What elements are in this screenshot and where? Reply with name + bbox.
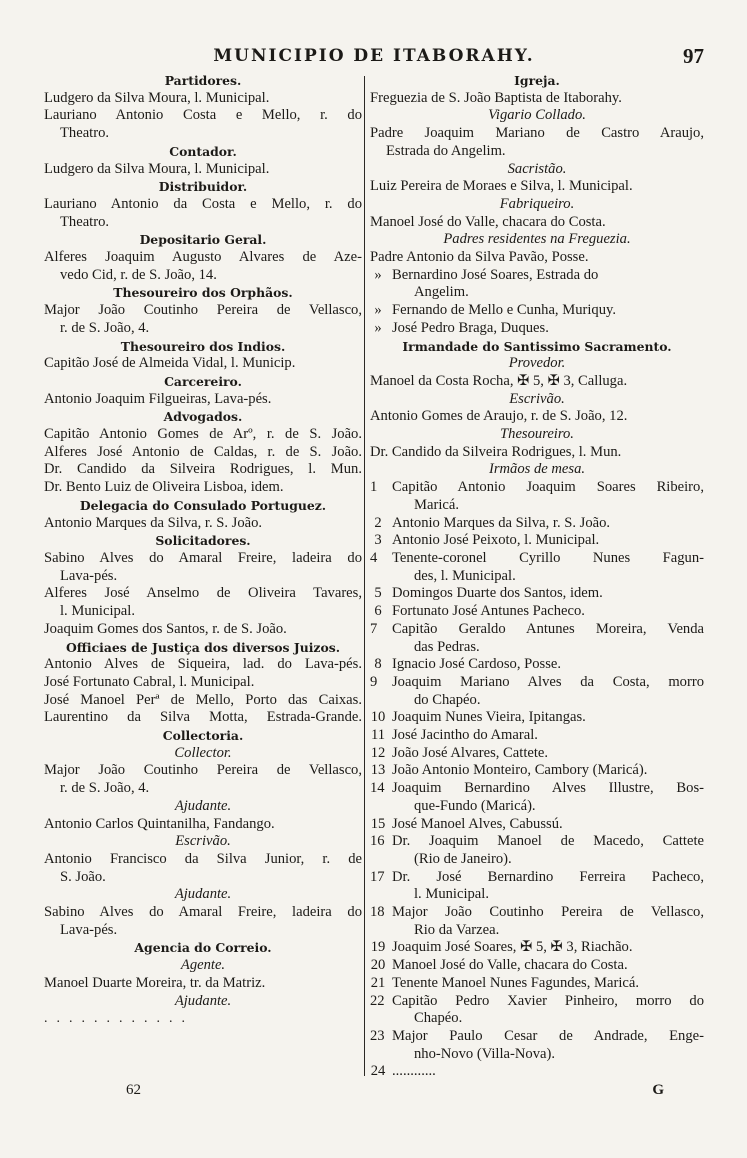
member-item [370, 939, 704, 957]
section-heading: Distribuidor. [158, 179, 248, 195]
running-title: MUNICIPIO DE ITABORAHY. [213, 46, 535, 66]
entry-line: Antonio Gomes de Araujo, r. de S. João, 12. [370, 408, 628, 425]
entry-line: Capitão Antonio Gomes de Arº, r. de S. João. [44, 426, 362, 443]
section-heading: Thesoureiro dos Orphãos. [113, 285, 293, 301]
role-title: Irmãos de mesa. [488, 461, 586, 478]
entry-line: Antonio Joaquim Filgueiras, Lava-pés. [44, 390, 272, 407]
member-item [370, 762, 704, 780]
member-number: 11 [370, 727, 386, 744]
member-continuation: nho-Novo (Villa-Nova). [414, 1045, 555, 1062]
entry-line: Ludgero da Silva Moura, l. Municipal. [44, 160, 270, 177]
member-text: José Jacintho do Amaral. [392, 727, 538, 744]
member-continuation: (Rio de Janeiro). [414, 850, 512, 867]
entry-line: S. João. [60, 868, 106, 885]
member-number: 1 [370, 479, 378, 496]
member-item [370, 550, 704, 568]
ditto-mark: » [374, 319, 382, 336]
role-title: Collector. [174, 744, 232, 761]
ditto-mark: » [374, 302, 382, 319]
section-heading: Delegacia do Consulado Portuguez. [79, 497, 327, 513]
ditto-entry [370, 302, 704, 320]
ditto-entry [370, 320, 704, 338]
entry-line: Major João Coutinho Pereira de Vellasco, [44, 302, 362, 319]
section-heading: Depositario Geral. [139, 232, 267, 248]
entry-text: José Pedro Braga, Duques. [392, 319, 549, 336]
member-number: 16 [370, 833, 385, 850]
member-item [370, 869, 704, 887]
entry-line: Manoel José do Valle, chacara do Costa. [370, 213, 606, 230]
role-title: Agente. [180, 957, 226, 974]
member-item [370, 816, 704, 834]
entry-line: Lava-pés. [60, 921, 118, 938]
section-heading: Agencia do Correio. [134, 940, 272, 956]
column-rule [364, 76, 365, 1076]
member-number: 18 [370, 904, 385, 921]
section-heading: Contador. [169, 143, 237, 159]
member-text: Tenente-coronel Cyrillo Nunes Fagun- [392, 549, 704, 566]
member-number: 19 [370, 939, 386, 956]
gathering-mark: G [652, 1082, 664, 1098]
member-number: 6 [374, 603, 382, 620]
entry-line: vedo Cid, r. de S. João, 14. [60, 266, 217, 283]
left-column [44, 72, 362, 1028]
section-heading: Officiaes de Justiça dos diversos Juizos. [65, 639, 341, 655]
member-item [370, 603, 704, 621]
member-number: 14 [370, 780, 385, 797]
member-text: Domingos Duarte dos Santos, idem. [392, 585, 603, 602]
member-text: José Manoel Alves, Cabussú. [392, 815, 563, 832]
section-heading: Advogados. [163, 409, 243, 425]
signature-mark: 62 [126, 1082, 141, 1098]
entry-line: Sabino Alves do Amaral Freire, ladeira do [44, 549, 362, 566]
member-text: Fortunato José Antunes Pacheco. [392, 603, 585, 620]
member-text: Ignacio José Cardoso, Posse. [392, 656, 562, 673]
member-text: Capitão Antonio Joaquim Soares Ribeiro, [392, 479, 704, 496]
member-continuation: l. Municipal. [414, 886, 489, 903]
entry-line: Dr. Candido da Silveira Rodrigues, l. Mun. [44, 461, 362, 478]
member-number: 4 [370, 549, 378, 566]
member-number: 24 [370, 1063, 386, 1080]
entry-line: Theatro. [60, 125, 110, 142]
section-heading: Thesoureiro dos Indios. [120, 338, 286, 354]
entry-line: Freguezia de S. João Baptista de Itaborahy. [370, 89, 622, 106]
entry-line: Angelim. [414, 284, 469, 301]
role-title: Sacristão. [507, 160, 567, 177]
member-number: 5 [374, 585, 382, 602]
member-number: 13 [370, 762, 386, 779]
entry-line: Theatro. [60, 213, 110, 230]
entry-line: r. de S. João, 4. [60, 780, 150, 797]
member-continuation: Rio da Varzea. [414, 921, 500, 938]
entry-line: Dr. Candido da Silveira Rodrigues, l. Mun. [370, 443, 622, 460]
member-number: 2 [374, 514, 382, 531]
role-title: Thesoureiro. [500, 426, 574, 443]
member-number: 3 [374, 532, 382, 549]
member-item [370, 585, 704, 603]
member-number: 22 [370, 992, 385, 1009]
entry-line: Sabino Alves do Amaral Freire, ladeira do [44, 904, 362, 921]
entry-line: Alferes José Antonio de Caldas, r. de S. João. [44, 443, 362, 460]
entry-line: Alferes José Anselmo de Oliveira Tavares, [44, 585, 362, 602]
entry-line: Manoel da Costa Rocha, ✠ 5, ✠ 3, Calluga. [370, 372, 628, 389]
two-column-body [44, 72, 704, 1082]
member-continuation: do Chapéo. [414, 691, 481, 708]
entry-line: Ludgero da Silva Moura, l. Municipal. [44, 89, 270, 106]
member-continuation: das Pedras. [414, 638, 480, 655]
member-number: 21 [370, 974, 386, 991]
member-item [370, 674, 704, 692]
member-text: Joaquim Nunes Vieira, Ipitangas. [392, 709, 586, 726]
member-number: 7 [370, 620, 378, 637]
member-text: Dr. Joaquim Manoel de Macedo, Cattete [392, 833, 704, 850]
page-number: 97 [683, 44, 704, 68]
member-item [370, 957, 704, 975]
member-number: 15 [370, 815, 386, 832]
entry-text: Fernando de Mello e Cunha, Muriquy. [392, 302, 617, 319]
entry-line: Capitão José de Almeida Vidal, l. Municip. [44, 355, 296, 372]
member-text: Capitão Pedro Xavier Pinheiro, morro do [392, 992, 704, 1009]
member-continuation: Maricá. [414, 496, 459, 513]
role-title: Ajudante. [174, 886, 232, 903]
role-title: Fabriqueiro. [499, 195, 575, 212]
section-heading: Solicitadores. [155, 533, 251, 549]
entry-line: Laurentino da Silva Motta, Estrada-Grande. [44, 709, 362, 726]
role-title: Ajudante. [174, 797, 232, 814]
member-text: Antonio Marques da Silva, r. S. João. [392, 514, 611, 531]
ditto-entry [370, 267, 704, 285]
member-continuation: que-Fundo (Maricá). [414, 797, 536, 814]
member-number: 10 [370, 709, 386, 726]
page-header [44, 38, 704, 72]
member-item [370, 532, 704, 550]
section-heading: Igreja. [514, 73, 560, 88]
member-item [370, 727, 704, 745]
ditto-mark: » [374, 266, 382, 283]
member-text: Antonio José Peixoto, l. Municipal. [392, 532, 600, 549]
member-text: Dr. José Bernardino Ferreira Pacheco, [392, 868, 704, 885]
entry-line: Estrada do Angelim. [386, 142, 506, 159]
member-item [370, 1028, 704, 1046]
member-number: 8 [374, 656, 382, 673]
entry-line: Joaquim Gomes dos Santos, r. de S. João. [44, 620, 287, 637]
entry-line: Antonio Francisco da Silva Junior, r. de [44, 850, 362, 867]
section-heading: Partidores. [164, 73, 242, 88]
entry-line: José Fortunato Cabral, l. Municipal. [44, 673, 255, 690]
member-item [370, 975, 704, 993]
entry-line: Manoel Duarte Moreira, tr. da Matriz. [44, 974, 266, 991]
member-text: Tenente Manoel Nunes Fagundes, Maricá. [392, 974, 639, 991]
entry-line: José Manoel Perª de Mello, Porto das Caixas. [44, 691, 362, 708]
entry-line: Padre Antonio da Silva Pavão, Posse. [370, 249, 589, 266]
entry-line: Lauriano Antonio Costa e Mello, r. do [44, 107, 362, 124]
right-column [370, 72, 704, 1081]
entry-line: Alferes Joaquim Augusto Alvares de Aze- [44, 249, 362, 266]
member-text: Joaquim Mariano Alves da Costa, morro [392, 673, 704, 690]
member-item [370, 993, 704, 1011]
member-text: Manoel José do Valle, chacara do Costa. [392, 957, 628, 974]
entry-line: Luiz Pereira de Moraes e Silva, l. Municipal. [370, 178, 633, 195]
member-item [370, 656, 704, 674]
member-text: Major Paulo Cesar de Andrade, Enge- [392, 1027, 704, 1044]
member-item [370, 479, 704, 497]
member-text: Joaquim Bernardino Alves Illustre, Bos- [392, 780, 704, 797]
continuation-dots: ............ [44, 1011, 194, 1027]
member-continuation: Chapéo. [414, 1010, 463, 1027]
entry-line: Antonio Alves de Siqueira, lad. do Lava-pés. [44, 656, 362, 673]
member-text: Capitão Geraldo Antunes Moreira, Venda [392, 620, 704, 637]
entry-line: Padre Joaquim Mariano de Castro Araujo, [370, 125, 704, 142]
member-number: 9 [370, 673, 378, 690]
section-heading: Collectoria. [162, 728, 244, 744]
role-title: Ajudante. [174, 992, 232, 1009]
member-number: 17 [370, 868, 385, 885]
entry-text: Bernardino José Soares, Estrada do [392, 266, 599, 283]
entry-line: Dr. Bento Luiz de Oliveira Lisboa, idem. [44, 479, 284, 496]
section-heading: Carcereiro. [164, 373, 242, 389]
member-text: Joaquim José Soares, ✠ 5, ✠ 3, Riachão. [392, 939, 633, 956]
member-item [370, 904, 704, 922]
role-title: Escrivão. [175, 833, 231, 850]
member-number: 12 [370, 744, 386, 761]
role-title: Provedor. [508, 355, 566, 372]
section-heading: Irmandade do Santissimo Sacramento. [402, 338, 672, 354]
member-item [370, 1063, 704, 1081]
member-item [370, 833, 704, 851]
entry-line: Antonio Marques da Silva, r. S. João. [44, 514, 263, 531]
role-title: Padres residentes na Freguezia. [443, 231, 631, 248]
member-item [370, 709, 704, 727]
entry-line: r. de S. João, 4. [60, 319, 150, 336]
entry-line: Antonio Carlos Quintanilha, Fandango. [44, 815, 275, 832]
member-number: 23 [370, 1027, 385, 1044]
entry-line: Lava-pés. [60, 567, 118, 584]
entry-line: Lauriano Antonio da Costa e Mello, r. do [44, 195, 362, 212]
role-title: Escrivão. [509, 390, 565, 407]
member-continuation: des, l. Municipal. [414, 567, 516, 584]
member-text: Major João Coutinho Pereira de Vellasco, [392, 904, 704, 921]
role-title: Vigario Collado. [488, 107, 586, 124]
page [44, 38, 704, 1138]
member-item [370, 515, 704, 533]
members-list [370, 479, 704, 1081]
page-footer [44, 1082, 704, 1112]
member-item [370, 745, 704, 763]
entry-line: l. Municipal. [60, 603, 135, 620]
member-item [370, 780, 704, 798]
member-number: 20 [370, 957, 386, 974]
member-item [370, 621, 704, 639]
member-text: João Antonio Monteiro, Cambory (Maricá). [392, 762, 648, 779]
entry-line: Major João Coutinho Pereira de Vellasco, [44, 762, 362, 779]
member-text: João José Alvares, Cattete. [392, 744, 549, 761]
member-text: ............ [392, 1063, 436, 1080]
